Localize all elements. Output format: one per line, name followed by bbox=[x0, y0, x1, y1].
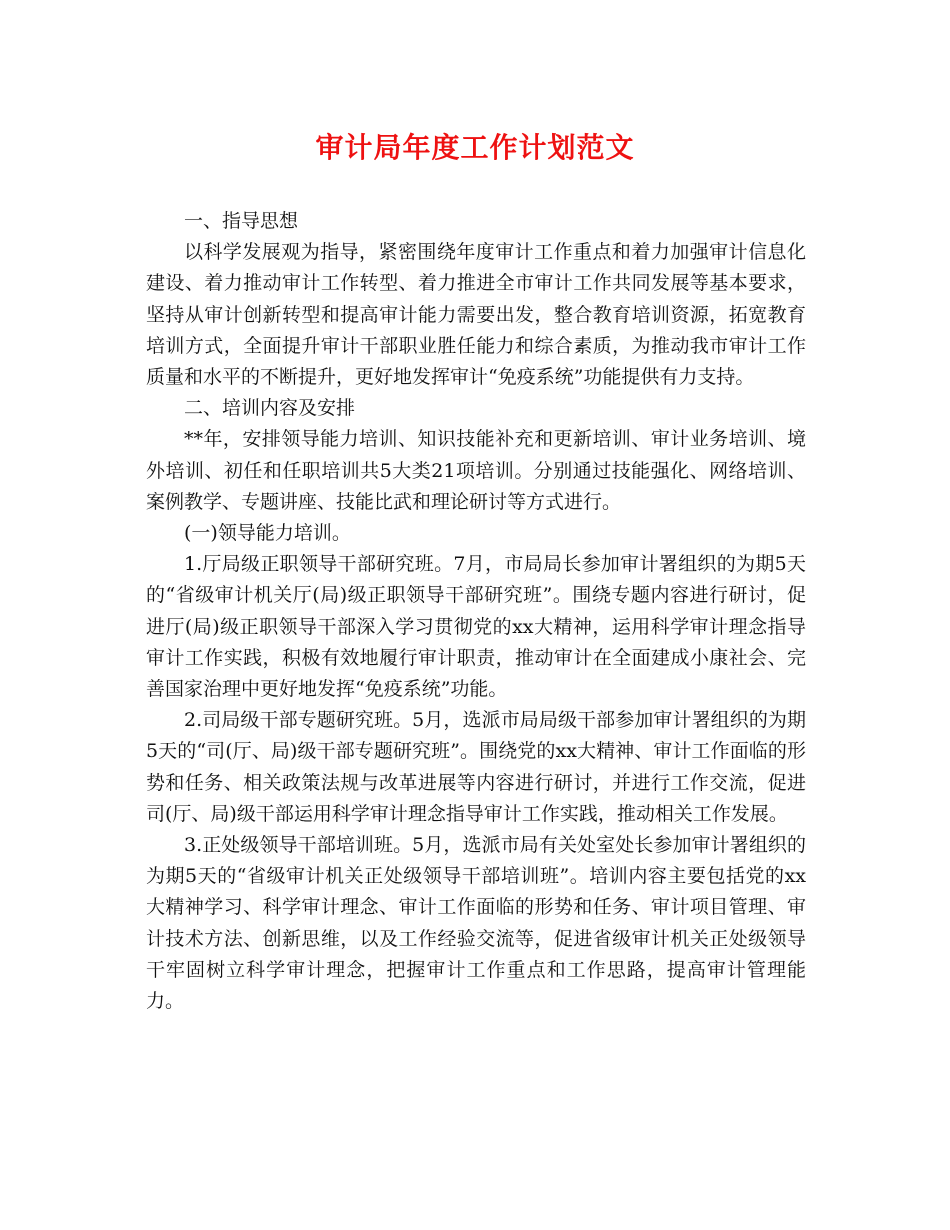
paragraph: 3.正处级领导干部培训班。5月，选派市局有关处室处长参加审计署组织的为期5天的“省级审计机关正处级领导干部培训班”。培训内容主要包括党的xx大精神学习、科学审计理念、审计工作面临的形势和任务、审计项目管理、审计技术方法、创新思维，以及工作经验交流等，促进省级审计机关正处级领导干牢固树立科学审计理念，把握审计工作重点和工作思路，提高审计管理能力。 bbox=[146, 834, 806, 1013]
subsection-heading-leadership-training: (一)领导能力培训。 bbox=[184, 522, 351, 545]
paragraph: 以科学发展观为指导，紧密围绕年度审计工作重点和着力加强审计信息化建设、着力推动审计工作转型、着力推进全市审计工作共同发展等基本要求，坚持从审计创新转型和提高审计能力需要出发，整合教育培训资源，拓宽教育培训方式，全面提升审计干部职业胜任能力和综合素质，为推动我市审计工作质量和水平的不断提升，更好地发挥审计“免疫系统”功能提供有力支持。 bbox=[146, 241, 806, 389]
paragraph: **年，安排领导能力培训、知识技能补充和更新培训、审计业务培训、境外培训、初任和任职培训共5大类21项培训。分别通过技能强化、网络培训、案例教学、专题讲座、技能比武和理论研讨等方式进行。 bbox=[146, 428, 806, 513]
paragraph: 1.厅局级正职领导干部研究班。7月，市局局长参加审计署组织的为期5天的“省级审计机关厅(局)级正职领导干部研究班”。围绕专题内容进行研讨，促进厅(局)级正职领导干部深入学习贯彻党的xx大精神，运用科学审计理念指导审计工作实践，积极有效地履行审计职责，推动审计在全面建成小康社会、完善国家治理中更好地发挥“免疫系统”功能。 bbox=[146, 553, 806, 701]
document-title: 审计局年度工作计划范文 bbox=[315, 131, 635, 164]
section-heading-guiding-ideology: 一、指导思想 bbox=[184, 210, 299, 232]
section-heading-training-content: 二、培训内容及安排 bbox=[184, 397, 356, 420]
paragraph: 2.司局级干部专题研究班。5月，选派市局局级干部参加审计署组织的为期5天的“司(厅、局)级干部专题研究班”。围绕党的xx大精神、审计工作面临的形势和任务、相关政策法规与改革进展等内容进行研讨，并进行工作交流，促进司(厅、局)级干部运用科学审计理念指导审计工作实践，推动相关工作发展。 bbox=[146, 709, 806, 825]
document-body bbox=[146, 206, 806, 1017]
